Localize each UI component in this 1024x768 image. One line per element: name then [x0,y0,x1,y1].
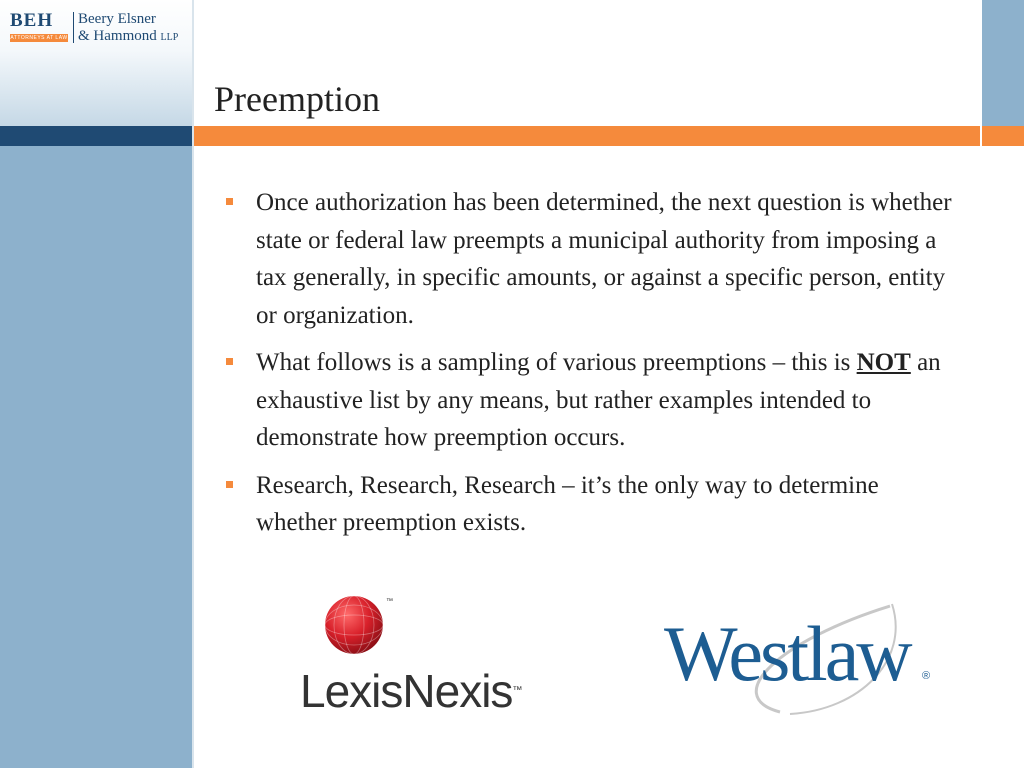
logo-mark: BEH [10,10,54,31]
square-bullet-icon [226,481,233,488]
logo-name-line2 [78,28,178,46]
firm-logo [10,11,190,45]
bullet-text-suffix: an exhaustive list by any means, but rather examples intended to demonstrate how preemption occurs. [256,349,941,451]
westlaw-reg-mark: ® [922,670,931,682]
westlaw-wordmark: Westlaw [664,610,910,697]
bullet-text: Research, Research, Research – it’s the only way to determine whether preemption exists. [256,471,879,536]
bullet-list [224,184,964,552]
bullet-item [224,467,964,542]
logo-llp: LLP [160,32,179,43]
lexisnexis-logo [300,592,540,720]
lexisnexis-wordmark [300,666,522,716]
logo-name-hammond: & Hammond [78,28,157,44]
westlaw-logo [660,600,950,720]
lexisnexis-tm-mark: ™ [386,598,393,605]
square-bullet-icon [226,358,233,365]
bullet-emphasis: NOT [856,349,911,376]
logo-tagline: ATTORNEYS AT LAW [10,35,68,41]
bullet-item [224,344,964,457]
logo-name-line1: Beery Elsner [78,11,156,27]
bullet-item [224,184,964,334]
navy-accent-bar [0,126,192,146]
right-accent-panel [982,0,1024,126]
column-divider [192,0,194,768]
slide-title: Preemption [214,79,380,119]
bullet-text: Once authorization has been determined, the next question is whether state or federal law preempts a municipal authority from imposing a tax generally, in specific amounts, or against a specific person, entity or organization. [256,189,952,329]
logo-divider [73,12,74,43]
bullet-text-prefix: What follows is a sampling of various preemptions – this is [256,349,857,376]
logo-panel [0,0,192,126]
orange-accent-bar-right [982,126,1024,146]
orange-accent-bar [194,126,980,146]
lexisnexis-tm: ™ [512,685,523,696]
square-bullet-icon [226,198,233,205]
lexisnexis-sphere-icon [324,595,384,655]
lexisnexis-name: LexisNexis [300,665,513,717]
